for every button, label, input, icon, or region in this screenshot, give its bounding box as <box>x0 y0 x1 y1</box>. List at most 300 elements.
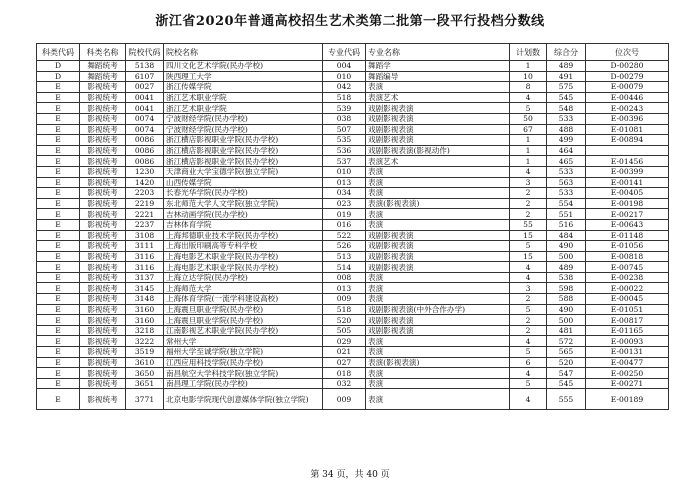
table-cell: 15 <box>510 230 547 241</box>
table-cell: 3222 <box>126 336 164 347</box>
table-cell: 东北师范大学人文学院(独立学院) <box>164 198 323 209</box>
table-cell: 5 <box>510 103 547 114</box>
table-cell: 上海电影艺术职业学院(民办学校) <box>164 251 323 262</box>
table-cell: E <box>37 272 80 283</box>
table-cell: D-00279 <box>586 71 669 82</box>
table-cell: E-00045 <box>586 294 669 305</box>
table-cell: 影视统考 <box>80 262 126 273</box>
table-cell: 598 <box>547 283 586 294</box>
table-row <box>37 177 669 188</box>
page-footer: 第 34 页，共 40 页 <box>310 470 390 480</box>
table-cell: 008 <box>323 272 366 283</box>
table-row <box>37 347 669 358</box>
table-row <box>37 113 669 124</box>
table-cell: E <box>37 113 80 124</box>
table-cell: 010 <box>323 166 366 177</box>
table-row <box>37 166 669 177</box>
table-cell: 4 <box>510 368 547 379</box>
table-cell: E-00022 <box>586 283 669 294</box>
table-cell: 029 <box>323 336 366 347</box>
table-row <box>37 241 669 252</box>
table-cell: 上海体育学院(一流学科建设高校) <box>164 294 323 305</box>
table-cell: 516 <box>547 219 586 230</box>
table-cell: 四川文化艺术学院(民办学校) <box>164 61 323 72</box>
table-cell: 影视统考 <box>80 124 126 135</box>
table-cell: E-00399 <box>586 166 669 177</box>
table-cell: E <box>37 315 80 326</box>
table-cell: 戏剧影视表演 <box>366 113 510 124</box>
table-cell: E <box>37 251 80 262</box>
table-cell: 3116 <box>126 251 164 262</box>
table-row <box>37 188 669 199</box>
table-cell: 影视统考 <box>80 315 126 326</box>
table-cell: 0074 <box>126 124 164 135</box>
table-cell: 491 <box>547 71 586 82</box>
table-cell: 影视统考 <box>80 166 126 177</box>
table-cell: 2 <box>510 315 547 326</box>
table-cell: 55 <box>510 219 547 230</box>
table-cell: 影视统考 <box>80 336 126 347</box>
table-cell: 505 <box>323 325 366 336</box>
table-cell: 3651 <box>126 378 164 389</box>
table-cell: 表演 <box>366 389 510 410</box>
table-cell: 2 <box>510 209 547 220</box>
table-cell: 戏剧影视表演(影视动作) <box>366 145 510 156</box>
table-cell: E <box>37 124 80 135</box>
table-cell: 表演艺术 <box>366 92 510 103</box>
table-cell: 舞蹈统考 <box>80 71 126 82</box>
table-cell: 陕西理工大学 <box>164 71 323 82</box>
table-cell: 2221 <box>126 209 164 220</box>
table-row <box>37 61 669 72</box>
table-cell: 影视统考 <box>80 304 126 315</box>
table-cell: 上海师范大学 <box>164 283 323 294</box>
table-cell: E <box>37 177 80 188</box>
table-cell: 500 <box>547 251 586 262</box>
table-cell: 浙江传媒学院 <box>164 82 323 93</box>
table-cell: 555 <box>547 389 586 410</box>
table-cell: 表演 <box>366 336 510 347</box>
table-cell: 489 <box>547 61 586 72</box>
table-row <box>37 262 669 273</box>
table-cell: 3137 <box>126 272 164 283</box>
table-row <box>37 145 669 156</box>
table-cell: E-00243 <box>586 103 669 114</box>
table-cell: E-01056 <box>586 241 669 252</box>
table-cell: 表演 <box>366 166 510 177</box>
table-cell: 016 <box>323 219 366 230</box>
table-cell: E-00093 <box>586 336 669 347</box>
table-cell: 464 <box>547 145 586 156</box>
table-cell: 3 <box>510 283 547 294</box>
table-cell: 上海出版印刷高等专科学校 <box>164 241 323 252</box>
table-cell: 520 <box>547 357 586 368</box>
table-cell: 福州大学至诚学院(独立学院) <box>164 347 323 358</box>
table-cell: 影视统考 <box>80 283 126 294</box>
table-cell: 上海电影艺术职业学院(民办学校) <box>164 262 323 273</box>
table-cell: 514 <box>323 262 366 273</box>
table-cell: 019 <box>323 209 366 220</box>
table-cell <box>586 145 669 156</box>
table-cell: 天津商业大学宝德学院(独立学院) <box>164 166 323 177</box>
table-cell: 518 <box>323 304 366 315</box>
table-cell: 023 <box>323 198 366 209</box>
table-cell: 戏剧影视表演 <box>366 124 510 135</box>
table-cell: 吉林体育学院 <box>164 219 323 230</box>
table-cell: 533 <box>547 166 586 177</box>
table-cell: 533 <box>547 113 586 124</box>
table-cell: E-01051 <box>586 304 669 315</box>
table-cell: 4 <box>510 389 547 410</box>
table-cell: E-01165 <box>586 325 669 336</box>
table-cell: E-00894 <box>586 135 669 146</box>
table-cell: E <box>37 209 80 220</box>
table-cell: 影视统考 <box>80 103 126 114</box>
table-cell: 547 <box>547 368 586 379</box>
table-cell: 027 <box>323 357 366 368</box>
table-cell: 2237 <box>126 219 164 230</box>
table-cell: 507 <box>323 124 366 135</box>
table-cell: E <box>37 283 80 294</box>
table-cell: E <box>37 389 80 410</box>
table-cell: E-01148 <box>586 230 669 241</box>
table-row <box>37 294 669 305</box>
table-cell: 4 <box>510 92 547 103</box>
table-cell: E <box>37 262 80 273</box>
table-cell: E <box>37 198 80 209</box>
table-cell: 南昌航空大学科技学院(独立学院) <box>164 368 323 379</box>
table-cell: 563 <box>547 177 586 188</box>
table-cell: 2 <box>510 198 547 209</box>
table-cell: E-00250 <box>586 368 669 379</box>
table-row <box>37 230 669 241</box>
table-cell: 67 <box>510 124 547 135</box>
table-cell: 影视统考 <box>80 378 126 389</box>
table-cell: 009 <box>323 389 366 410</box>
table-cell: 490 <box>547 241 586 252</box>
table-cell: 3610 <box>126 357 164 368</box>
table-cell: 2219 <box>126 198 164 209</box>
table-cell: E-00446 <box>586 92 669 103</box>
table-cell: D <box>37 71 80 82</box>
table-cell: E-00217 <box>586 209 669 220</box>
table-cell: 034 <box>323 188 366 199</box>
table-cell: 042 <box>323 82 366 93</box>
column-header: 院校代码 <box>126 44 164 61</box>
table-cell: 影视统考 <box>80 156 126 167</box>
table-cell: 1 <box>510 135 547 146</box>
table-cell: 50 <box>510 113 547 124</box>
table-cell: 500 <box>547 315 586 326</box>
table-cell: 554 <box>547 198 586 209</box>
table-cell: 常州大学 <box>164 336 323 347</box>
table-cell: E-00818 <box>586 251 669 262</box>
table-row <box>37 272 669 283</box>
table-row <box>37 315 669 326</box>
table-cell: 536 <box>323 145 366 156</box>
table-row <box>37 209 669 220</box>
table-row <box>37 124 669 135</box>
table-cell: E-00396 <box>586 113 669 124</box>
column-header: 专业代码 <box>323 44 366 61</box>
table-cell: 5 <box>510 347 547 358</box>
table-cell: 018 <box>323 368 366 379</box>
table-cell: 4 <box>510 336 547 347</box>
table-cell: D <box>37 61 80 72</box>
table-cell: 4 <box>510 272 547 283</box>
table-cell: 3650 <box>126 368 164 379</box>
table-cell: 0041 <box>126 92 164 103</box>
table-cell: E <box>37 145 80 156</box>
table-cell: 宁波财经学院(民办学校) <box>164 113 323 124</box>
table-cell: 489 <box>547 262 586 273</box>
table-cell: 江西应用科技学院(民办学校) <box>164 357 323 368</box>
table-cell: 戏剧影视表演(中外合作办学) <box>366 304 510 315</box>
table-cell: E-00405 <box>586 188 669 199</box>
table-cell: 北京电影学院现代创意媒体学院(独立学院) <box>164 389 323 410</box>
table-row <box>37 304 669 315</box>
table-cell: 522 <box>323 230 366 241</box>
table-cell: E-00131 <box>586 347 669 358</box>
table-cell: 浙江横店影视职业学院(民办学校) <box>164 135 323 146</box>
table-cell: 南昌理工学院(民办学校) <box>164 378 323 389</box>
table-cell: 548 <box>547 103 586 114</box>
table-cell: 465 <box>547 156 586 167</box>
table-row <box>37 368 669 379</box>
table-cell: E-00238 <box>586 272 669 283</box>
table-cell: E <box>37 357 80 368</box>
table-cell: E <box>37 378 80 389</box>
table-cell: 上海震旦职业学院(民办学校) <box>164 304 323 315</box>
table-cell: 表演 <box>366 283 510 294</box>
table-cell: 3148 <box>126 294 164 305</box>
table-cell: 影视统考 <box>80 209 126 220</box>
table-cell: 0086 <box>126 145 164 156</box>
table-cell: 上海立达学院(民办学校) <box>164 272 323 283</box>
table-cell: 013 <box>323 283 366 294</box>
table-row <box>37 198 669 209</box>
table-cell: E-00271 <box>586 378 669 389</box>
table-cell: 戏剧影视表演 <box>366 241 510 252</box>
table-cell: 5 <box>510 304 547 315</box>
table-cell: E-00198 <box>586 198 669 209</box>
table-cell: 戏剧影视表演 <box>366 325 510 336</box>
table-cell: 013 <box>323 177 366 188</box>
table-cell: 影视统考 <box>80 389 126 410</box>
table-row <box>37 82 669 93</box>
table-row <box>37 103 669 114</box>
table-cell: 戏剧影视表演 <box>366 103 510 114</box>
column-header: 院校名称 <box>164 44 323 61</box>
table-cell: 表演 <box>366 219 510 230</box>
table-cell: 影视统考 <box>80 188 126 199</box>
table-cell: E-00477 <box>586 357 669 368</box>
column-header: 综合分 <box>547 44 586 61</box>
table-cell: 5 <box>510 241 547 252</box>
table-cell: 551 <box>547 209 586 220</box>
table-cell: 0086 <box>126 135 164 146</box>
table-cell: 4 <box>510 166 547 177</box>
table-cell: 上海震旦职业学院(民办学校) <box>164 315 323 326</box>
table-cell: D-00280 <box>586 61 669 72</box>
table-cell: 戏剧影视表演 <box>366 230 510 241</box>
table-cell: 009 <box>323 294 366 305</box>
table-cell: 520 <box>323 315 366 326</box>
table-cell: E <box>37 294 80 305</box>
table-cell: E <box>37 103 80 114</box>
table-cell: E <box>37 135 80 146</box>
table-cell: 526 <box>323 241 366 252</box>
table-row <box>37 325 669 336</box>
table-cell: 565 <box>547 347 586 358</box>
table-cell: 537 <box>323 156 366 167</box>
table-cell: 表演艺术 <box>366 156 510 167</box>
table-cell: E <box>37 230 80 241</box>
table-row <box>37 336 669 347</box>
table-cell: 3111 <box>126 241 164 252</box>
table-cell: 影视统考 <box>80 82 126 93</box>
table-cell: 长春光华学院(民办学校) <box>164 188 323 199</box>
table-cell: 513 <box>323 251 366 262</box>
table-cell: 3116 <box>126 262 164 273</box>
table-cell: 舞蹈编导 <box>366 71 510 82</box>
table-cell: 影视统考 <box>80 198 126 209</box>
table-cell: 影视统考 <box>80 135 126 146</box>
table-cell: 宁波财经学院(民办学校) <box>164 124 323 135</box>
table-cell: 表演 <box>366 177 510 188</box>
table-cell: 舞蹈学 <box>366 61 510 72</box>
table-cell: 490 <box>547 304 586 315</box>
table-cell: 表演 <box>366 188 510 199</box>
table-row <box>37 92 669 103</box>
table-cell: E <box>37 92 80 103</box>
table-cell: 5138 <box>126 61 164 72</box>
table-cell: 6107 <box>126 71 164 82</box>
table-cell: 3108 <box>126 230 164 241</box>
table-cell: 表演(影视表演) <box>366 357 510 368</box>
table-cell: 539 <box>323 103 366 114</box>
table-cell: 戏剧影视表演 <box>366 135 510 146</box>
table-cell: 3771 <box>126 389 164 410</box>
table-cell: 575 <box>547 82 586 93</box>
table-cell: 表演 <box>366 209 510 220</box>
table-cell: 1230 <box>126 166 164 177</box>
score-table <box>36 43 669 410</box>
table-cell: 影视统考 <box>80 325 126 336</box>
table-cell: 518 <box>323 92 366 103</box>
table-cell: 0086 <box>126 156 164 167</box>
table-cell: 影视统考 <box>80 347 126 358</box>
table-cell: 5 <box>510 378 547 389</box>
table-cell: 浙江艺术职业学院 <box>164 103 323 114</box>
table-cell: 影视统考 <box>80 272 126 283</box>
table-cell: 481 <box>547 325 586 336</box>
table-cell: 山西传媒学院 <box>164 177 323 188</box>
table-cell: 表演 <box>366 82 510 93</box>
table-cell: 038 <box>323 113 366 124</box>
column-header: 科类代码 <box>37 44 80 61</box>
table-cell: 舞蹈统考 <box>80 61 126 72</box>
table-cell: 表演 <box>366 347 510 358</box>
table-cell: 8 <box>510 82 547 93</box>
page-title: 浙江省2020年普通高校招生艺术类第二批第一段平行投档分数线 <box>155 14 545 29</box>
table-cell: 533 <box>547 188 586 199</box>
table-cell: E <box>37 166 80 177</box>
table-cell: E <box>37 156 80 167</box>
table-cell: 表演 <box>366 378 510 389</box>
table-cell: 1 <box>510 145 547 156</box>
table-cell: 表演(影视表演) <box>366 198 510 209</box>
table-cell: 588 <box>547 294 586 305</box>
table-cell: 535 <box>323 135 366 146</box>
table-cell: 影视统考 <box>80 177 126 188</box>
table-cell: 2203 <box>126 188 164 199</box>
table-cell: 影视统考 <box>80 92 126 103</box>
table-cell: 010 <box>323 71 366 82</box>
table-row <box>37 389 669 410</box>
table-cell: E-00141 <box>586 177 669 188</box>
table-cell: 2 <box>510 188 547 199</box>
table-cell: 0074 <box>126 113 164 124</box>
table-cell: 影视统考 <box>80 357 126 368</box>
column-header: 专业名称 <box>366 44 510 61</box>
table-cell: 2 <box>510 294 547 305</box>
table-cell: 10 <box>510 71 547 82</box>
table-cell: 3160 <box>126 304 164 315</box>
table-row <box>37 156 669 167</box>
table-cell: 戏剧影视表演 <box>366 315 510 326</box>
table-cell: 499 <box>547 135 586 146</box>
table-cell: 1 <box>510 61 547 72</box>
table-cell: 3218 <box>126 325 164 336</box>
table-row <box>37 71 669 82</box>
table-cell: E <box>37 241 80 252</box>
table-cell: 1 <box>510 156 547 167</box>
table-cell: 上海邦德职业技术学院(民办学校) <box>164 230 323 241</box>
table-cell: 3 <box>510 177 547 188</box>
table-row <box>37 283 669 294</box>
table-cell: 484 <box>547 230 586 241</box>
table-cell: E <box>37 82 80 93</box>
table-cell: 021 <box>323 347 366 358</box>
table-cell: E <box>37 368 80 379</box>
table-row <box>37 219 669 230</box>
table-cell: E <box>37 304 80 315</box>
table-cell: 浙江艺术职业学院 <box>164 92 323 103</box>
table-cell: 浙江横店影视职业学院(民办学校) <box>164 156 323 167</box>
table-cell: 影视统考 <box>80 113 126 124</box>
table-cell: 3519 <box>126 347 164 358</box>
table-cell: 吉林动画学院(民办学校) <box>164 209 323 220</box>
table-row <box>37 135 669 146</box>
table-cell: E <box>37 347 80 358</box>
table-cell: 538 <box>547 272 586 283</box>
table-header-row <box>37 44 669 61</box>
table-cell: 004 <box>323 61 366 72</box>
table-cell: E-00643 <box>586 219 669 230</box>
table-cell: 影视统考 <box>80 368 126 379</box>
table-cell: 江南影视艺术职业学院(民办学校) <box>164 325 323 336</box>
table-cell: 15 <box>510 251 547 262</box>
table-cell: E <box>37 336 80 347</box>
table-cell: 影视统考 <box>80 145 126 156</box>
table-cell: E-01081 <box>586 124 669 135</box>
table-cell: E <box>37 219 80 230</box>
table-cell: 3145 <box>126 283 164 294</box>
table-cell: 545 <box>547 378 586 389</box>
table-cell: E <box>37 325 80 336</box>
table-cell: E-00189 <box>586 389 669 410</box>
